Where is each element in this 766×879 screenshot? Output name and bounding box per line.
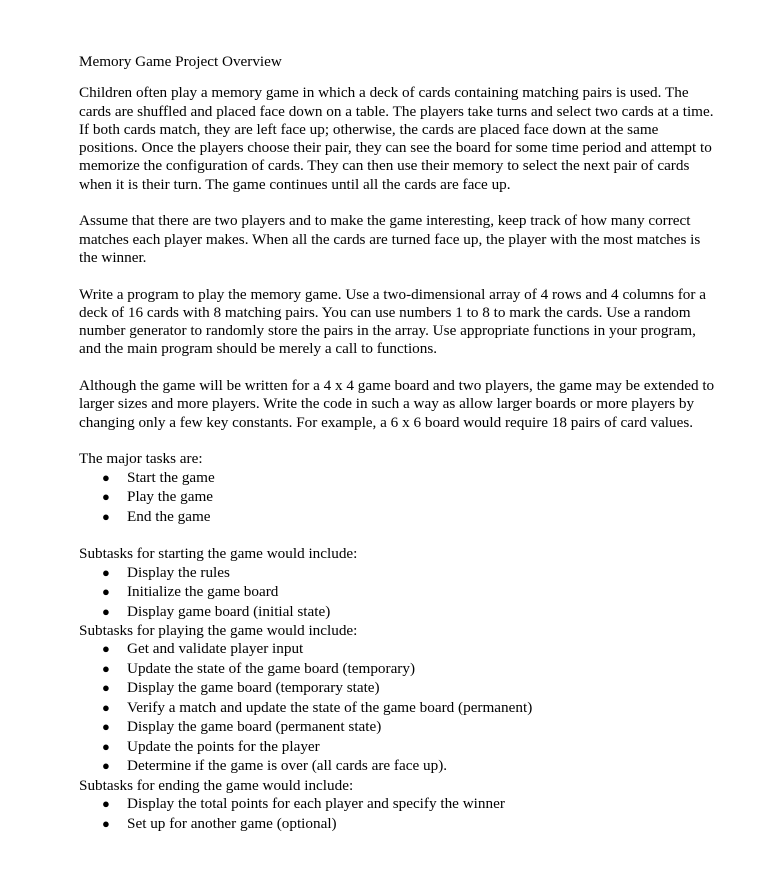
list-item: ● Get and validate player input	[102, 640, 304, 658]
list-item: ● Play the game	[102, 488, 214, 506]
list-item: ● Update the state of the game board (temporary)	[102, 659, 416, 677]
bullet-icon: ●	[102, 603, 110, 619]
bullet-icon: ●	[102, 719, 110, 735]
bullet-icon: ●	[102, 489, 110, 505]
bullet-icon: ●	[102, 641, 110, 657]
ending-subtasks-heading: Subtasks for ending the game would include:	[79, 776, 354, 794]
major-tasks-heading: The major tasks are:	[79, 450, 203, 468]
list-item: ● Display the game board (temporary state)	[102, 679, 380, 697]
bullet-icon: ●	[102, 584, 110, 600]
list-item: ● Set up for another game (optional)	[102, 814, 337, 832]
paragraph-program: Write a program to play the memory game. Use a two-dimensional array of 4 rows and 4 columns for a deck of 16 cards with 8 matching pairs. You can use numbers 1 to 8 to mark the cards. Use a random number generator to randomly store the pairs in the array. Use appropriate functions in your program, and the main program should be merely a call to functions.	[79, 285, 706, 358]
playing-subtasks-heading: Subtasks for playing the game would include:	[79, 622, 358, 640]
list-item: ● End the game	[102, 507, 211, 525]
document-title: Memory Game Project Overview	[79, 53, 282, 70]
list-item: ● Initialize the game board	[102, 583, 279, 601]
bullet-icon: ●	[102, 564, 110, 580]
paragraph-extension: Although the game will be written for a 4 x 4 game board and two players, the game may be extended to larger sizes and more players. Write the code in such a way as allow larger boards or more players by changing only a few key constants. For example, a 6 x 6 board would require 18 pairs of card values.	[79, 377, 715, 431]
document-page	[79, 53, 719, 834]
bullet-icon: ●	[102, 699, 110, 715]
starting-subtasks-list	[79, 564, 719, 621]
bullet-icon: ●	[102, 508, 110, 524]
bullet-icon: ●	[102, 796, 110, 812]
list-item: ● Display the rules	[102, 563, 230, 581]
paragraph-players: Assume that there are two players and to make the game interesting, keep track of how many correct matches each player makes. When all the cards are turned face up, the player with the most matches is the winner.	[79, 212, 701, 266]
starting-subtasks-heading: Subtasks for starting the game would include:	[79, 545, 358, 563]
list-item: ● Determine if the game is over (all cards are face up).	[102, 757, 448, 775]
bullet-icon: ●	[102, 469, 110, 485]
major-tasks-list	[79, 469, 719, 526]
paragraph-intro: Children often play a memory game in which a deck of cards containing matching pairs is used. The cards are shuffled and placed face down on a table. The players take turns and select two cards at a time. If both cards match, they are left face up; otherwise, the cards are placed face down at the same positions. Once the players choose their pair, they can see the board for some time period and attempt to memorize the configuration of cards. They can then use their memory to select the next pair of cards when it is their turn. The game continues until all the cards are face up.	[79, 84, 714, 193]
bullet-icon: ●	[102, 815, 110, 831]
playing-subtasks-list	[79, 640, 719, 775]
list-item: ● Display the total points for each player and specify the winner	[102, 795, 505, 813]
bullet-icon: ●	[102, 660, 110, 676]
bullet-icon: ●	[102, 758, 110, 774]
list-item: ● Display game board (initial state)	[102, 602, 331, 620]
bullet-icon: ●	[102, 738, 110, 754]
list-item: ● Display the game board (permanent state)	[102, 718, 382, 736]
bullet-icon: ●	[102, 680, 110, 696]
list-item: ● Start the game	[102, 468, 215, 486]
list-item: ● Update the points for the player	[102, 737, 320, 755]
list-item: ● Verify a match and update the state of the game board (permanent)	[102, 698, 533, 716]
ending-subtasks-list	[79, 795, 719, 833]
